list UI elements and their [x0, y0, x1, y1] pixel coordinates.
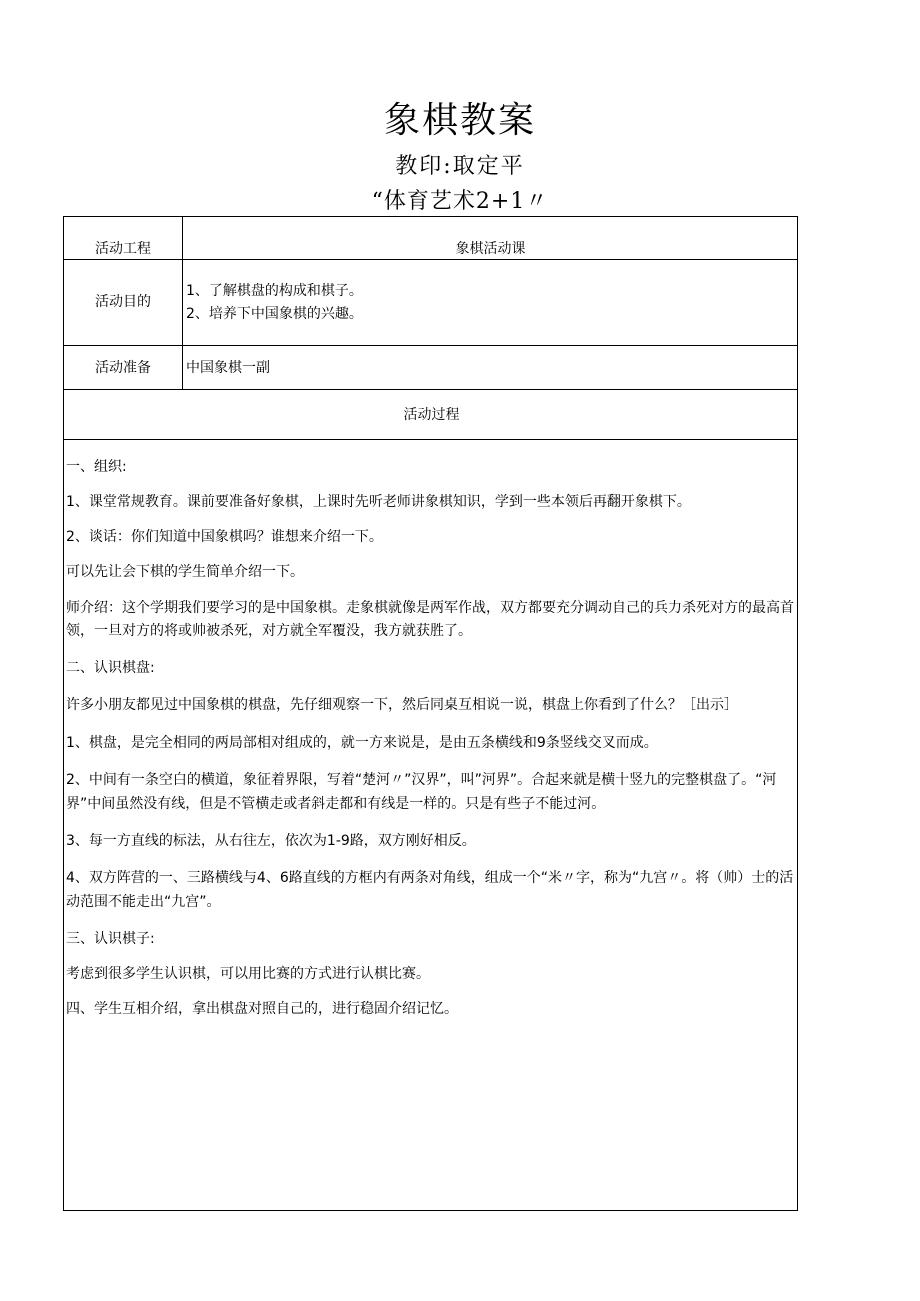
row-divider: [64, 389, 797, 390]
row-label-activity-goal: 活动目的: [95, 294, 151, 310]
process-header: 活动过程: [403, 407, 460, 423]
process-paragraph: 可以先让会下棋的学生简单介绍一下。: [66, 564, 304, 580]
document-subtitle: “体育艺术2+1〃: [371, 189, 549, 214]
process-paragraph: 一、组织:: [66, 459, 127, 475]
row-value-activity-project: 象棋活动课: [455, 241, 526, 257]
process-body: [66, 457, 794, 1034]
process-paragraph: 2、谈话：你们知道中国象棋吗？谁想来介绍一下。: [66, 529, 383, 545]
process-paragraph: 1、棋盘，是完全相同的两局部相对组成的，就一方来说是，是由五条横线和9条竖线交叉而成。: [66, 735, 658, 751]
process-paragraph: 许多小朋友都见过中国象棋的棋盘，先仔细观察一下，然后同桌互相说一说，棋盘上你看到了什么？［出示］: [66, 697, 738, 713]
document-title: 象棋教案: [383, 100, 536, 141]
process-paragraph: 二、认识棋盘:: [66, 660, 155, 676]
row-value-goal-line-2: 2、培养下中国象棋的兴趣。: [186, 306, 363, 322]
row-label-activity-project: 活动工程: [95, 241, 151, 257]
row-divider: [64, 345, 797, 346]
teacher-line: 教印:取定平: [395, 154, 525, 179]
process-paragraph: 4、双方阵营的一、三路横线与4、6路直线的方框内有两条对角线，组成一个“米〃字，称为“九宫〃。将（帅）士的活动范围不能走出“九宫”。: [66, 870, 794, 910]
row-divider: [64, 259, 797, 260]
process-paragraph: 三、认识棋子:: [66, 931, 155, 947]
lesson-plan-table: [63, 216, 798, 1211]
process-paragraph: 1、课堂常规教育。课前要准备好象棋，上课时先听老师讲象棋知识，学到一些本领后再翻开象棋下。: [66, 494, 691, 510]
row-value-goal-line-1: 1、了解棋盘的构成和棋子。: [186, 283, 363, 299]
row-label-activity-preparation: 活动准备: [95, 360, 151, 376]
process-paragraph: 2、中间有一条空白的横道，象征着界限，写着“楚河〃”汉界”，叫”河界”。合起来就是横十竖九的完整棋盘了。“河界”中间虽然没有线，但是不管横走或者斜走都和有线是一样的。只是有些子不能过河。: [66, 772, 777, 812]
process-paragraph: 四、学生互相介绍，拿出棋盘对照自己的，进行稳固介绍记忆。: [66, 1001, 458, 1017]
row-divider: [64, 439, 797, 440]
process-paragraph: 3、每一方直线的标法，从右往左，依次为1-9路，双方刚好相反。: [66, 833, 476, 849]
row-value-activity-preparation: 中国象棋一副: [186, 360, 270, 376]
process-paragraph: 考虑到很多学生认识棋，可以用比赛的方式进行认棋比赛。: [66, 966, 430, 982]
process-paragraph: 师介绍：这个学期我们要学习的是中国象棋。走象棋就像是两军作战，双方都要充分调动自己的兵力杀死对方的最高首领，一旦对方的将或帅被杀死，对方就全军覆没，我方就获胜了。: [66, 600, 794, 639]
